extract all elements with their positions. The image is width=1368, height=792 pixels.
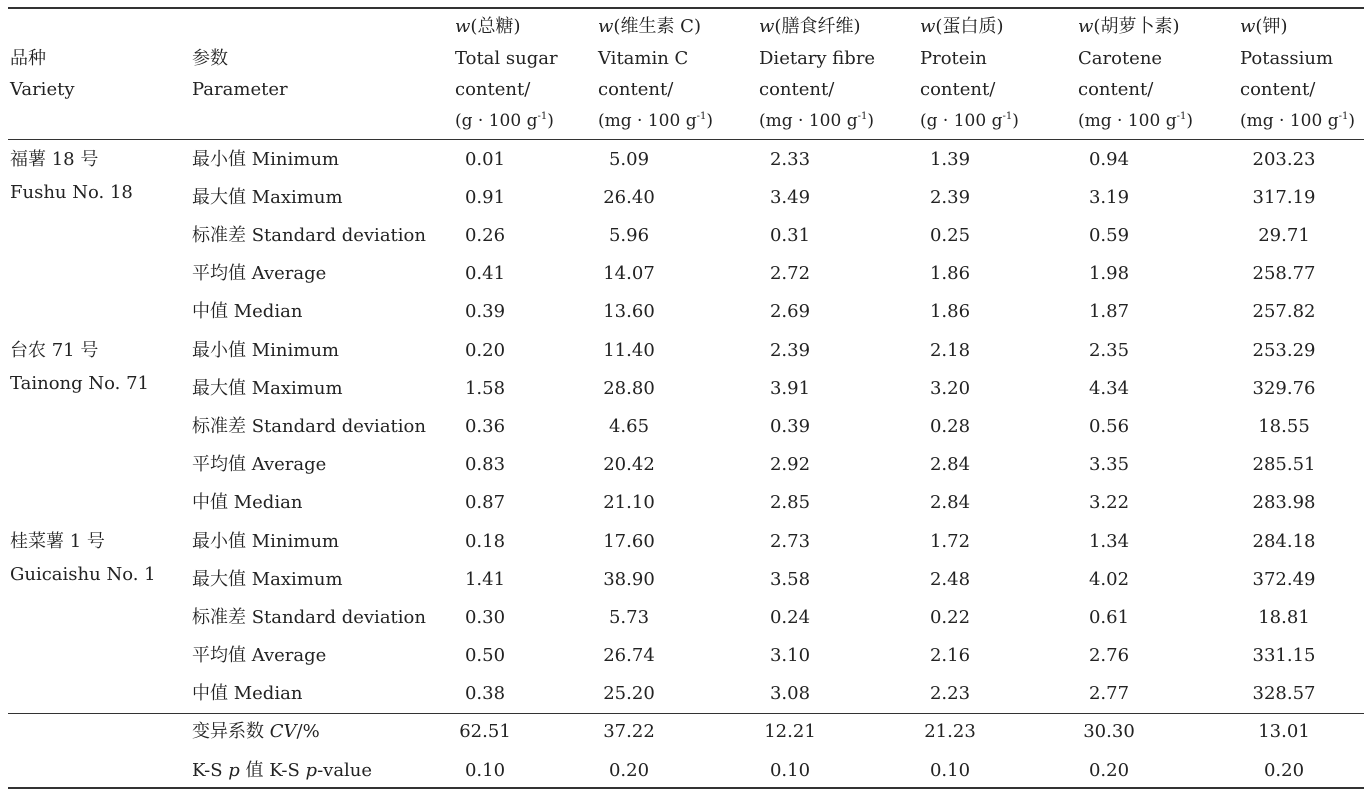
unit-text: (mg · 100 g — [1078, 110, 1177, 131]
label-italic: p — [228, 760, 240, 781]
value-cell: 4.65 — [608, 416, 650, 437]
value-cell: 2.84 — [929, 492, 971, 513]
column-unit — [759, 106, 875, 138]
value-cell: 0.20 — [464, 340, 506, 361]
column-header-1 — [455, 11, 558, 137]
unit-close: ) — [1348, 110, 1355, 131]
value-cell: 2.72 — [769, 263, 811, 284]
value-cell: 3.19 — [1088, 187, 1130, 208]
value-cell: 283.98 — [1252, 492, 1316, 513]
value-cell: 1.41 — [464, 569, 506, 590]
value-cell: 14.07 — [603, 263, 655, 284]
value-cell: 2.39 — [929, 187, 971, 208]
parameter-label: 最大值 Maximum — [192, 187, 343, 208]
unit-text: (mg · 100 g — [598, 110, 697, 131]
label-part: 值 K-S — [239, 760, 306, 781]
value-cell: 5.96 — [608, 225, 650, 246]
value-cell: 0.20 — [1088, 760, 1130, 781]
column-unit — [1078, 106, 1193, 138]
unit-exponent: -1 — [696, 110, 707, 122]
column-unit — [598, 106, 713, 138]
value-cell: 0.20 — [608, 760, 650, 781]
value-cell: 0.20 — [1263, 760, 1305, 781]
value-cell: 3.10 — [769, 645, 811, 666]
table-top-rule — [8, 7, 1364, 9]
value-cell: 0.01 — [464, 149, 506, 170]
value-cell: 3.22 — [1088, 492, 1130, 513]
column-name-en: Protein — [920, 47, 987, 69]
value-cell: 37.22 — [603, 721, 655, 742]
value-cell: 5.73 — [608, 607, 650, 628]
column-name-cn: (膳食纤维) — [774, 16, 861, 37]
variety-header-en: Variety — [10, 79, 75, 100]
value-cell: 1.39 — [929, 149, 971, 170]
value-cell: 0.61 — [1088, 607, 1130, 628]
value-cell: 2.84 — [929, 454, 971, 475]
summary-separator-rule — [8, 713, 1364, 714]
value-cell: 0.38 — [464, 683, 506, 704]
value-cell: 1.86 — [929, 263, 971, 284]
value-cell: 0.28 — [929, 416, 971, 437]
value-cell: 0.39 — [464, 301, 506, 322]
parameter-header-cn: 参数 — [192, 47, 228, 69]
parameter-label: 平均值 Average — [192, 263, 327, 284]
value-cell: 5.09 — [608, 149, 650, 170]
value-cell: 3.08 — [769, 683, 811, 704]
value-cell: 3.35 — [1088, 454, 1130, 475]
unit-exponent: -1 — [1002, 110, 1013, 122]
column-name-en: Carotene — [1078, 47, 1163, 69]
column-name-cn: (钾) — [1255, 16, 1288, 37]
mass-fraction-symbol: w — [920, 16, 936, 37]
value-cell: 1.72 — [929, 531, 971, 552]
value-cell: 1.86 — [929, 301, 971, 322]
column-header-6 — [1240, 11, 1355, 137]
column-unit — [1240, 106, 1355, 138]
column-name-en: Dietary fibre — [759, 47, 876, 69]
column-name-cn: (胡萝卜素) — [1093, 16, 1180, 37]
value-cell: 2.35 — [1088, 340, 1130, 361]
value-cell: 3.20 — [929, 378, 971, 399]
unit-close: ) — [1012, 110, 1019, 131]
unit-close: ) — [547, 110, 554, 131]
value-cell: 11.40 — [603, 340, 655, 361]
variety-name-cn: 台农 71 号 — [10, 340, 99, 361]
value-cell: 62.51 — [459, 721, 511, 742]
value-cell: 0.18 — [464, 531, 506, 552]
column-content-label: content/ — [1240, 79, 1316, 100]
column-title-cn — [455, 11, 558, 43]
parameter-label: 中值 Median — [192, 301, 303, 322]
column-title-cn — [1078, 11, 1193, 43]
value-cell: 372.49 — [1252, 569, 1316, 590]
parameter-label: 标准差 Standard deviation — [192, 607, 426, 628]
value-cell: 26.74 — [603, 645, 655, 666]
value-cell: 26.40 — [603, 187, 655, 208]
value-cell: 1.87 — [1088, 301, 1130, 322]
value-cell: 331.15 — [1252, 645, 1316, 666]
value-cell: 0.83 — [464, 454, 506, 475]
value-cell: 203.23 — [1252, 149, 1316, 170]
column-title-cn — [920, 11, 1019, 43]
value-cell: 1.58 — [464, 378, 506, 399]
value-cell: 3.49 — [769, 187, 811, 208]
column-title-cn — [759, 11, 875, 43]
value-cell: 0.36 — [464, 416, 506, 437]
parameter-label: 标准差 Standard deviation — [192, 416, 426, 437]
column-content-label: content/ — [759, 79, 835, 100]
value-cell: 2.76 — [1088, 645, 1130, 666]
label-part: -value — [317, 760, 373, 781]
mass-fraction-symbol: w — [1078, 16, 1094, 37]
unit-exponent: -1 — [1338, 110, 1349, 122]
value-cell: 0.10 — [769, 760, 811, 781]
value-cell: 1.34 — [1088, 531, 1130, 552]
value-cell: 0.91 — [464, 187, 506, 208]
parameter-label: 最大值 Maximum — [192, 569, 343, 590]
value-cell: 2.16 — [929, 645, 971, 666]
value-cell: 253.29 — [1252, 340, 1316, 361]
column-name-cn: (总糖) — [470, 16, 521, 37]
column-name-cn: (维生素 C) — [613, 16, 701, 37]
value-cell: 0.39 — [769, 416, 811, 437]
column-header-3 — [759, 11, 875, 137]
parameter-label: 平均值 Average — [192, 645, 327, 666]
column-name-en: Potassium — [1240, 47, 1334, 69]
value-cell: 0.31 — [769, 225, 811, 246]
column-content-label: content/ — [455, 79, 531, 100]
parameter-label: 最小值 Minimum — [192, 531, 339, 552]
value-cell: 2.92 — [769, 454, 811, 475]
value-cell: 285.51 — [1252, 454, 1316, 475]
value-cell: 28.80 — [603, 378, 655, 399]
value-cell: 0.56 — [1088, 416, 1130, 437]
unit-close: ) — [1186, 110, 1193, 131]
value-cell: 328.57 — [1252, 683, 1316, 704]
value-cell: 17.60 — [603, 531, 655, 552]
column-name-cn: (蛋白质) — [935, 16, 1004, 37]
parameter-label: 中值 Median — [192, 683, 303, 704]
value-cell: 13.60 — [603, 301, 655, 322]
column-unit — [455, 106, 558, 138]
label-part: 变异系数 — [192, 721, 270, 742]
parameter-label: 中值 Median — [192, 492, 303, 513]
column-header-4 — [920, 11, 1019, 137]
mass-fraction-symbol: w — [759, 16, 775, 37]
unit-text: (g · 100 g — [920, 110, 1003, 131]
summary-parameter-label — [192, 760, 372, 782]
variety-header-spacer — [10, 11, 75, 43]
value-cell: 21.23 — [924, 721, 976, 742]
unit-text: (mg · 100 g — [1240, 110, 1339, 131]
value-cell: 2.73 — [769, 531, 811, 552]
value-cell: 2.48 — [929, 569, 971, 590]
column-title-cn — [1240, 11, 1355, 43]
value-cell: 2.33 — [769, 149, 811, 170]
variety-name-cn: 桂菜薯 1 号 — [10, 531, 105, 552]
value-cell: 30.30 — [1083, 721, 1135, 742]
value-cell: 2.77 — [1088, 683, 1130, 704]
value-cell: 18.55 — [1258, 416, 1310, 437]
value-cell: 13.01 — [1258, 721, 1310, 742]
column-name-en: Total sugar — [455, 47, 558, 69]
value-cell: 38.90 — [603, 569, 655, 590]
variety-header — [10, 11, 75, 106]
parameter-label: 最小值 Minimum — [192, 340, 339, 361]
parameter-label: 标准差 Standard deviation — [192, 225, 426, 246]
value-cell: 3.91 — [769, 378, 811, 399]
parameter-header — [192, 11, 288, 106]
label-part: K-S — [192, 760, 229, 781]
value-cell: 2.69 — [769, 301, 811, 322]
variety-name-en: Tainong No. 71 — [10, 373, 149, 394]
value-cell: 18.81 — [1258, 607, 1310, 628]
value-cell: 0.87 — [464, 492, 506, 513]
variety-name-cn: 福薯 18 号 — [10, 149, 99, 170]
value-cell: 3.58 — [769, 569, 811, 590]
value-cell: 0.50 — [464, 645, 506, 666]
value-cell: 0.26 — [464, 225, 506, 246]
unit-text: (g · 100 g — [455, 110, 538, 131]
mass-fraction-symbol: w — [598, 16, 614, 37]
column-content-label: content/ — [920, 79, 996, 100]
value-cell: 25.20 — [603, 683, 655, 704]
parameter-label: 最小值 Minimum — [192, 149, 339, 170]
value-cell: 0.30 — [464, 607, 506, 628]
header-bottom-rule — [8, 139, 1364, 140]
value-cell: 20.42 — [603, 454, 655, 475]
label-part: /% — [296, 721, 320, 742]
unit-text: (mg · 100 g — [759, 110, 858, 131]
value-cell: 2.18 — [929, 340, 971, 361]
value-cell: 1.98 — [1088, 263, 1130, 284]
value-cell: 284.18 — [1252, 531, 1316, 552]
value-cell: 0.10 — [929, 760, 971, 781]
table-bottom-rule — [8, 787, 1364, 789]
parameter-header-en: Parameter — [192, 79, 288, 100]
variety-name-en: Fushu No. 18 — [10, 182, 133, 203]
column-content-label: content/ — [598, 79, 674, 100]
value-cell: 0.25 — [929, 225, 971, 246]
value-cell: 0.94 — [1088, 149, 1130, 170]
variety-header-cn: 品种 — [10, 47, 46, 69]
column-name-en: Vitamin C — [598, 47, 689, 69]
value-cell: 2.85 — [769, 492, 811, 513]
mass-fraction-symbol: w — [455, 16, 471, 37]
value-cell: 0.24 — [769, 607, 811, 628]
unit-exponent: -1 — [537, 110, 548, 122]
unit-exponent: -1 — [857, 110, 868, 122]
value-cell: 317.19 — [1252, 187, 1316, 208]
value-cell: 0.22 — [929, 607, 971, 628]
value-cell: 12.21 — [764, 721, 816, 742]
unit-close: ) — [706, 110, 713, 131]
column-title-cn — [598, 11, 713, 43]
value-cell: 257.82 — [1252, 301, 1316, 322]
value-cell: 329.76 — [1252, 378, 1316, 399]
label-italic: CV — [269, 721, 297, 742]
column-content-label: content/ — [1078, 79, 1154, 100]
parameter-label: 最大值 Maximum — [192, 378, 343, 399]
value-cell: 4.02 — [1088, 569, 1130, 590]
column-unit — [920, 106, 1019, 138]
label-italic: p — [305, 760, 318, 781]
variety-name-en: Guicaishu No. 1 — [10, 564, 156, 585]
unit-close: ) — [867, 110, 874, 131]
value-cell: 21.10 — [603, 492, 655, 513]
mass-fraction-symbol: w — [1240, 16, 1256, 37]
value-cell: 0.41 — [464, 263, 506, 284]
column-header-2 — [598, 11, 713, 137]
column-header-5 — [1078, 11, 1193, 137]
parameter-header-spacer — [192, 11, 288, 43]
value-cell: 29.71 — [1258, 225, 1310, 246]
value-cell: 2.23 — [929, 683, 971, 704]
value-cell: 0.59 — [1088, 225, 1130, 246]
value-cell: 2.39 — [769, 340, 811, 361]
value-cell: 0.10 — [464, 760, 506, 781]
value-cell: 4.34 — [1088, 378, 1130, 399]
parameter-label: 平均值 Average — [192, 454, 327, 475]
unit-exponent: -1 — [1176, 110, 1187, 122]
summary-parameter-label — [192, 721, 320, 743]
value-cell: 258.77 — [1252, 263, 1316, 284]
